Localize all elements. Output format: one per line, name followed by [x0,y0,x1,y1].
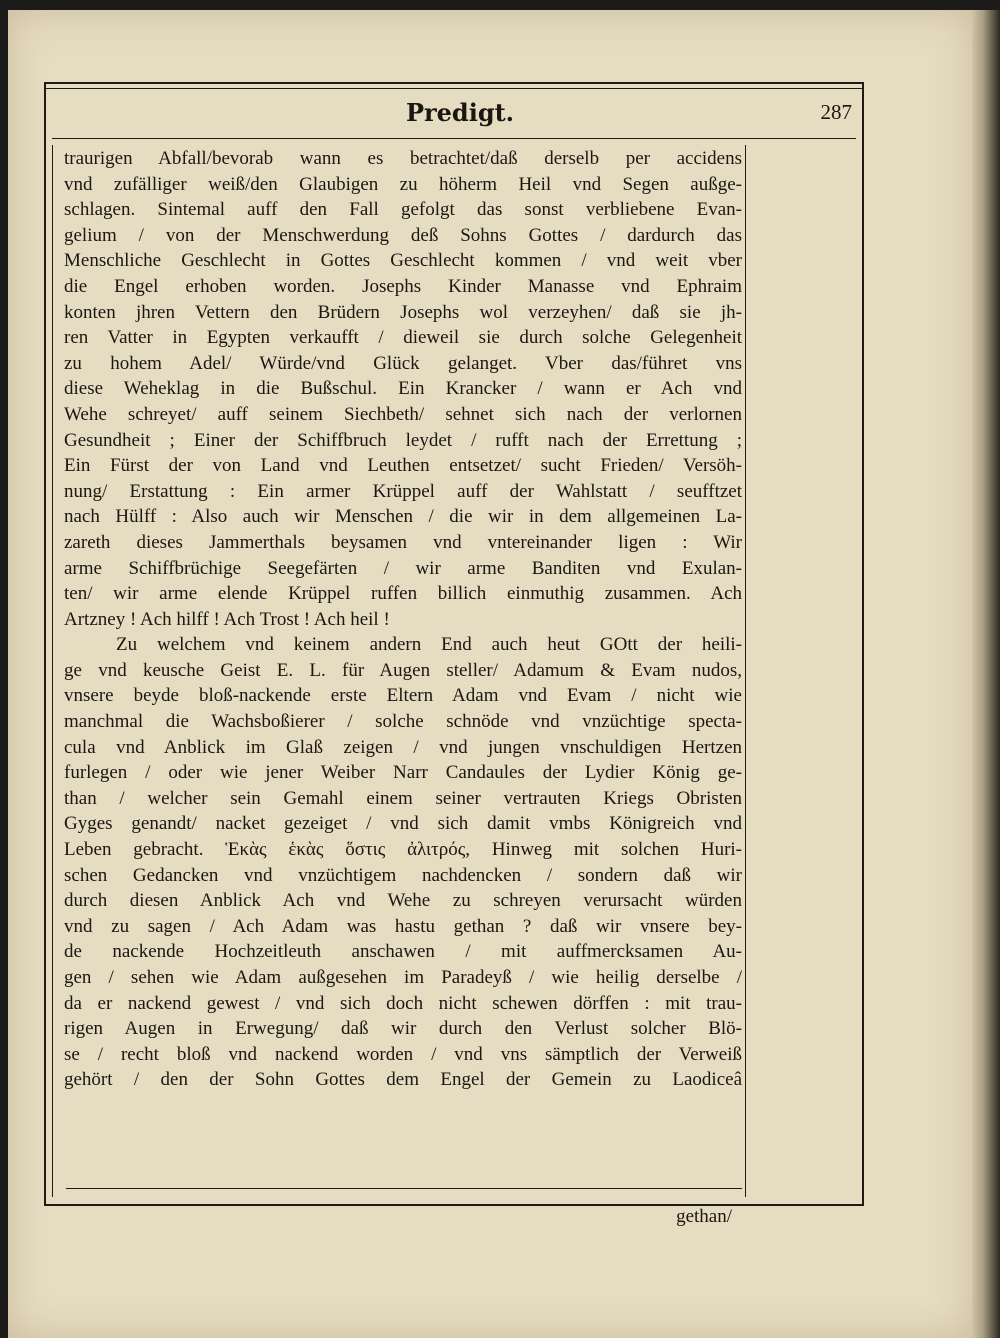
text-line: rigen Augen in Erwegung/ daß wir durch den Verlust solcher Blö- [64,1018,742,1040]
text-line: traurigen Abfall/bevorab wann es betrachtet/daß derselb per accidens [64,148,742,169]
text-line: arme Schiffbrüchige Seegefärten / wir arme Banditen vnd Exulan- [64,557,742,579]
page-edge [972,10,1000,1338]
text-line: manchmal die Wachsboßierer / solche schnöde vnd vnzüchtige specta- [64,711,742,733]
text-line: ge vnd keusche Geist E. L. für Augen steller/ Adamum & Evam nudos, [64,659,742,681]
text-line: ten/ wir arme elende Krüppel ruffen billich einmuthig zusammen. Ach [64,583,742,605]
page-number: 287 [820,100,852,124]
text-line: Artzney ! Ach hilff ! Ach Trost ! Ach heil ! [64,608,390,630]
text-line: die Engel erhoben worden. Josephs Kinder Manasse vnd Ephraim [64,275,742,297]
right-column-rule [745,145,746,1197]
text-line: diese Weheklag in die Bußschul. Ein Krancker / wann er Ach vnd [64,378,742,400]
text-line: vnd zufälliger weiß/den Glaubigen zu höherm Heil vnd Segen außge- [64,173,742,195]
header-rule [52,138,856,139]
text-line: da er nackend gewest / vnd sich doch nicht schewen dörffen : mit trau- [64,992,742,1014]
text-line: zu hohem Adel/ Würde/vnd Glück gelanget. Vber das/führet vns [64,352,742,374]
text-line: Wehe schreyet/ auff seinem Siechbeth/ sehnet sich nach der verlornen [64,403,742,425]
text-line: de nackende Hochzeitleuth anschawen / mit auffmercksamen Au- [64,941,742,963]
frame-double-rule [44,88,864,89]
text-line: schen Gedancken vnd vnzüchtigem nachdencken / sondern daß wir [64,864,742,886]
text-line: Leben gebracht. Ἑκὰς ἑκὰς ὅστις ἀλιτρός, Hinweg mit solchen Huri- [64,839,742,861]
text-line: furlegen / oder wie jener Weiber Narr Candaules der Lydier König ge- [64,762,742,784]
text-line: cula vnd Anblick im Glaß zeigen / vnd jungen vnschuldigen Hertzen [64,736,742,758]
text-line: Gyges genandt/ nacket gezeiget / vnd sich damit vmbs Königreich vnd [64,813,742,835]
text-line: nung/ Erstattung : Ein armer Krüppel auff der Wahlstatt / seufftzet [64,480,742,502]
text-line: durch diesen Anblick Ach vnd Wehe zu schreyen verursacht würden [64,890,742,912]
paragraph-start-line: Zu welchem vnd keinem andern End auch heut GOtt der heili- [116,634,742,656]
text-line: ren Vatter in Egypten verkaufft / dieweil sie durch solche Gelegenheit [64,327,742,349]
text-line: se / recht bloß vnd nackend worden / vnd vns sämptlich der Verweiß [64,1043,742,1065]
text-line: gen / sehen wie Adam außgesehen im Paradeyß / wie heilig derselbe / [64,967,742,988]
text-line: gelium / von der Menschwerdung deß Sohns Gottes / dardurch das [64,224,742,246]
text-line: vnd zu sagen / Ach Adam was hastu gethan ? daß wir vnsere bey- [64,915,742,937]
text-line: konten jhren Vettern den Brüdern Josephs wol verzeyhen/ daß sie jh- [64,301,742,323]
text-line: gehört / den der Sohn Gottes dem Engel der Gemein zu Laodiceâ [64,1069,742,1091]
catchword: gethan/ [676,1206,732,1227]
text-line: schlagen. Sintemal auff den Fall gefolgt das sonst verbliebene Evan- [64,199,742,221]
text-line: Ein Fürst der von Land vnd Leuthen entsetzet/ sucht Frieden/ Versöh- [64,455,742,477]
text-line: nach Hülff : Also auch wir Menschen / die wir in dem allgemeinen La- [64,506,742,528]
text-line: Gesundheit ; Einer der Schiffbruch leydet / rufft nach der Errettung ; [64,429,742,451]
text-line: zareth dieses Jammerthals beysamen vnd vntereinander ligen : Wir [64,531,742,553]
body-text [64,146,742,1093]
text-line: Menschliche Geschlecht in Gottes Geschlecht kommen / vnd weit vber [64,250,742,272]
left-column-rule [52,145,53,1197]
running-head: Predigt. [405,98,515,127]
bottom-rule [66,1188,742,1189]
text-line: vnsere beyde bloß-nackende erste Eltern Adam vnd Evam / nicht wie [64,685,742,707]
text-line: than / welcher sein Gemahl einem seiner vertrauten Kriegs Obristen [64,787,742,809]
